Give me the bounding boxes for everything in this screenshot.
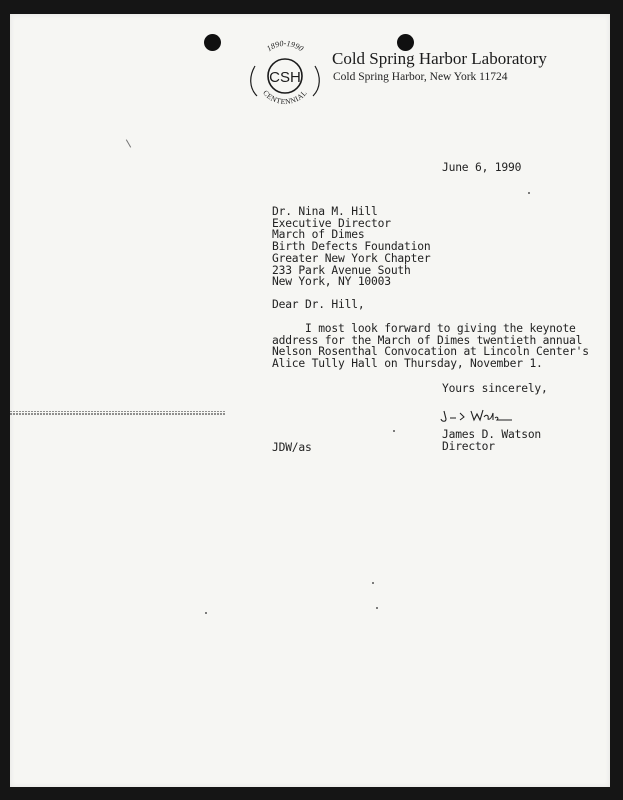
recipient-line: New York, NY 10003: [272, 275, 391, 289]
paper-speck: [372, 582, 374, 584]
svg-text:1890-1990: [265, 39, 305, 53]
letter-page: [10, 14, 610, 787]
paper-speck: [528, 192, 530, 194]
body-line: I most look forward to giving the keynote: [272, 322, 576, 335]
scan-smudge-mark: [10, 410, 225, 418]
complimentary-close: Yours sincerely,: [442, 382, 548, 395]
letter-date: June 6, 1990: [442, 161, 522, 174]
typist-initials: JDW/as: [272, 441, 312, 454]
paper-speck: [393, 430, 395, 432]
recipient-line: Greater New York Chapter: [272, 251, 431, 265]
seal-word-text: CENTENNIAL: [261, 88, 309, 107]
seal-years-text: 1890-1990: [264, 39, 306, 54]
paper-scratch: [126, 139, 131, 147]
recipient-line: Dr. Nina M. Hill: [272, 205, 378, 218]
salutation: Dear Dr. Hill,: [272, 298, 365, 311]
recipient-address-block: [272, 206, 430, 288]
recipient-line: March of Dimes: [272, 228, 365, 242]
body-line: Nelson Rosenthal Convocation at Lincoln Center's: [272, 345, 589, 359]
paper-speck: [205, 612, 207, 614]
signer-block: [442, 429, 541, 452]
signer-name: James D. Watson: [442, 428, 542, 441]
seal-initials-text: CSH: [269, 69, 301, 86]
organization-address: Cold Spring Harbor, New York 11724: [333, 71, 508, 83]
signer-title: Director: [442, 439, 495, 453]
centennial-seal-logo: [245, 36, 325, 116]
body-line: Alice Tully Hall on Thursday, November 1.: [272, 357, 543, 371]
letter-body: [272, 323, 589, 370]
organization-name: Cold Spring Harbor Laboratory: [332, 49, 547, 68]
body-line: address for the March of Dimes twentieth annual: [272, 333, 583, 347]
punch-hole-left: [204, 34, 221, 51]
recipient-line: Executive Director: [272, 216, 391, 230]
paper-speck: [376, 607, 378, 609]
svg-text:CENTENNIAL: [261, 88, 309, 106]
handwritten-signature: [438, 405, 518, 427]
recipient-line: 233 Park Avenue South: [272, 263, 411, 277]
recipient-line: Birth Defects Foundation: [272, 240, 431, 254]
